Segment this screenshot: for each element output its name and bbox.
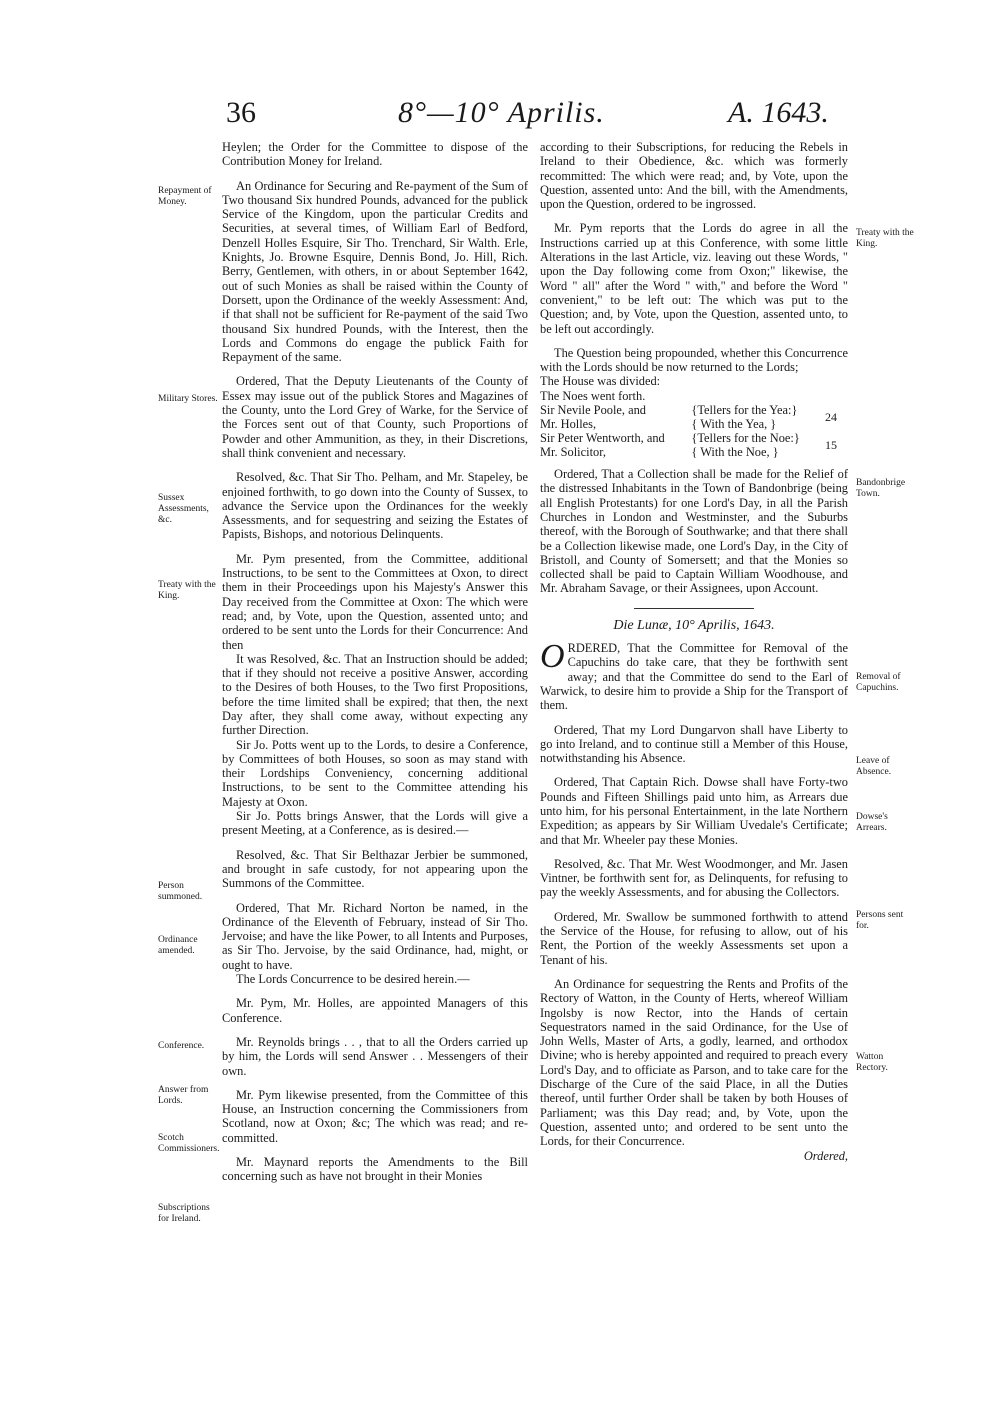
margin-note-repayment: Repayment of Money. — [158, 186, 212, 207]
margin-note-conference: Conference. — [158, 1041, 205, 1051]
paragraph: Ordered, That Captain Rich. Dowse shall have Forty-two Pounds and Fifteen Shillings paid unto him, as Arrears due unto him, for his personal Entertainment, in the late Northern Expedition; as appears by Sir William Uvedale's Certificate; and that Mr. Wheeler pay these Monies. — [540, 775, 848, 847]
paragraph: The Lords Concurrence to be desired herein.— — [236, 972, 470, 987]
paragraph: Resolved, &c. That Sir Belthazar Jerbier be summoned, and brought in safe custody, for not appearing upon the Summons of the Committee. — [222, 847, 528, 891]
margin-note-treaty-right: Treaty with the King. — [856, 228, 914, 249]
paragraph: An Ordinance for Securing and Re-payment of the Sum of Two thousand Six hundred Pounds, advanced for the publick Service of the Kingdom, upon the particular Credits and Securities, at several times, of William Earl of Bedford, Denzell Holles Esquire, Sir Tho. Trenchard, Sir Walth. Erle, Knights, Jo. Browne Esquire, Dennis Bond, Jo. Hill, Rich. Berry, Gentlemen, with others, in or about September 1642, out of such Monies as shall be raised within the County of Dorsett, upon the Ordinance of the weekly Assessment: And, if that shall not be sufficient for Re-payment of the said Two thousand Six hundred Pounds, with the Interest, then the Lords and Commons do engage the publick Faith for Repayment of the same. — [222, 178, 528, 365]
margin-note-scotch: Scotch Commissioners. — [158, 1133, 220, 1154]
margin-note-bandonbrige: Bandonbrige Town. — [856, 478, 906, 499]
paragraph: Mr. Pym likewise presented, from the Committee of this House, an Instruction concerning the Commissioners from Scotland, now at Oxon; &c; The which was read; and re-committed. — [222, 1087, 528, 1145]
noes-line: The Noes went forth. — [540, 388, 646, 403]
paragraph: according to their Subscriptions, for reducing the Rebels in Ireland to their Obedience, &c. which was formerly recommitted: The which were read; and, by Vote, upon the Question, assented unto: And the bill, with the Amendments, upon the Question, ordered to be ingrossed. — [540, 140, 848, 212]
teller-role: {Tellers for the Noe:} — [691, 431, 800, 446]
teller-row — [540, 431, 840, 445]
paragraph: An Ordinance for sequestring the Rents and Profits of the Rectory of Watton, in the County of Herts, whereof William Ingolsby is now Rector, into the Hands of certain Sequestrators named in the said Ordinance, for the Use of John Wells, Master of Arts, a godly, learned, and orthodox Divine; who is hereby appointed and required to preach every Lord's Day, and to officiate as Parson, and to take care for the Discharge of the Cure of the said Place, in all the Duties thereof, until further Order shall be taken by both Houses of Parliament; was this Day read; and, by Vote, upon the Question, assented unto; and ordered to be sent unto the Lords, for their Concurrence. — [540, 976, 848, 1149]
page-number: 36 — [226, 96, 256, 129]
margin-note-person-summoned: Person summoned. — [158, 881, 203, 902]
margin-note-persons-sent: Persons sent for. — [856, 910, 904, 931]
catchword: Ordered, — [803, 1148, 848, 1163]
paragraph: Ordered, That my Lord Dungarvon shall have Liberty to go into Ireland, and to continue still a Member of this House, notwithstanding his Absence. — [540, 722, 848, 766]
margin-note-leave: Leave of Absence. — [856, 756, 892, 777]
teller-name: Mr. Solicitor, — [540, 445, 606, 460]
paragraph-text: RDERED, That the Committee for Removal of the Capuchins do take care, that they be forthwith sent away; and that the Committee do send to the Earl of Warwick, to desire him to provide a Ship for the Transport of them. — [540, 641, 848, 713]
teller-row — [540, 445, 840, 459]
teller-role: { With the Noe, } — [691, 445, 779, 460]
teller-name: Mr. Holles, — [540, 417, 597, 432]
running-year: A. 1643. — [728, 96, 829, 129]
paragraph: Sir Jo. Potts brings Answer, that the Lords will give a present Meeting, at a Conference, as is desired.— — [222, 809, 528, 838]
division-line: The House was divided: — [540, 374, 661, 389]
teller-role: { With the Yea, } — [691, 417, 777, 432]
running-date: 8°—10° Aprilis. — [398, 96, 605, 129]
teller-name: Sir Peter Wentworth, and — [540, 431, 665, 446]
paragraph: Ordered, Mr. Swallow be summoned forthwith to attend the Service of the House, for refusing to allow, out of his Rent, the Portion of the weekly Assessments set upon a Tenant of his. — [540, 909, 848, 967]
paragraph: Ordered, That the Deputy Lieutenants of the County of Essex may issue out of the publick Stores and Magazines of the County, unto the Lord Grey of Warke, for the Service of the Forces sent out of that County, such Proportions of Powder and other Ammunition, as they, in their Discretions, shall think convenient and necessary. — [222, 374, 528, 460]
paragraph: Mr. Pym presented, from the Committee, additional Instructions, to be sent to the Committees at Oxon, to direct them in their Proceedings upon his Majesty's Answer this Day received from the Committee at Oxon: The which were read; and, by Vote, upon the Question, assented unto; and ordered to be sent unto the Lords for their Concurrence: And then — [222, 551, 528, 652]
teller-row — [540, 417, 840, 431]
tellers-table — [540, 403, 840, 459]
page-header — [0, 96, 992, 140]
right-column — [540, 140, 848, 1173]
teller-row — [540, 403, 840, 417]
yea-count: 24 — [824, 410, 837, 425]
paragraph: Mr. Pym, Mr. Holles, are appointed Managers of this Conference. — [222, 996, 528, 1025]
paragraph: Mr. Maynard reports the Amendments to the Bill concerning such as have not brought in their Monies — [222, 1155, 528, 1184]
teller-name: Sir Nevile Poole, and — [540, 403, 646, 418]
paragraph: The Question being propounded, whether this Concurrence with the Lords should be now returned to the Lords; — [540, 345, 848, 375]
paragraph: It was Resolved, &c. That an Instruction should be added; that if they should not receive a positive Answer, according to the Desires of both Houses, to the Two first Propositions, before the time limited shall be expired; that then, the next Day after, they shall come away, without expecting any further Direction. — [222, 651, 528, 738]
teller-role: {Tellers for the Yea:} — [691, 403, 798, 418]
section-divider — [634, 608, 754, 609]
margin-note-treaty-left: Treaty with the King. — [158, 580, 216, 601]
paragraph: Resolved, &c. That Sir Tho. Pelham, and Mr. Stapeley, be enjoined forthwith, to go down into the County of Sussex, to advance the Service upon the Ordinances for the weekly Assessments, and for sequestring and seizing the Estates of Papists, Bishops, and notorious Delinquents. — [222, 470, 528, 542]
margin-note-answer-lords: Answer from Lords. — [158, 1085, 209, 1106]
paragraph: Heylen; the Order for the Committee to dispose of the Contribution Money for Ireland. — [222, 140, 528, 169]
paragraph: Resolved, &c. That Mr. West Woodmonger, and Mr. Jasen Vintner, be forthwith sent for, as Delinquents, for refusing to pay the weekly Assessments, and for abusing the Collectors. — [540, 856, 848, 900]
paragraph: Mr. Pym reports that the Lords do agree in all the Instructions carried up at this Conference, with some little Alterations in the last Article, viz. leaving out these Words, " upon the Day following come from Oxon;" likewise, the Word " all" after the Word " with," and before the Word " convenient," to be left out: The which was put to the Question; and, by Vote, upon the Question, assented unto, to be left out accordingly. — [540, 221, 848, 336]
margin-note-ordinance-amended: Ordinance amended. — [158, 935, 198, 956]
margin-note-watton: Watton Rectory. — [856, 1052, 888, 1073]
margin-note-subscriptions: Subscriptions for Ireland. — [158, 1203, 210, 1224]
margin-note-dowse: Dowse's Arrears. — [856, 812, 888, 833]
paragraph: Sir Jo. Potts went up to the Lords, to desire a Conference, by Committees of both Houses, so soon as may stand with their Lordships Conveniency, concerning additional Instructions, to be sent to the Committee attending his Majesty at Oxon. — [222, 737, 528, 809]
margin-note-sussex: Sussex Assessments, &c. — [158, 493, 209, 525]
paragraph: Ordered, That Mr. Richard Norton be named, in the Ordinance of the Eleventh of February, instead of Sir Tho. Jervoise; and have the like Power, to all Intents and Purposes, as Sir Tho. Jervoise, by the said Ordinance, had, might, or ought to have. — [222, 900, 528, 972]
section-heading: Die Lunæ, 10° Aprilis, 1643. — [613, 617, 775, 633]
drop-cap: O — [540, 638, 565, 676]
paragraph: Mr. Reynolds brings . . , that to all the Orders carried up by him, the Lords will send Answer . . Messengers of their own. — [222, 1034, 528, 1078]
paragraph: Ordered, That a Collection shall be made for the Relief of the distressed Inhabitants in the Town of Bandonbrige (being all English Protestants) for one Lord's Day, in all the Parish Churches in London and Westminster, and the Suburbs thereof, with the Borough of Southwarke; and that there shall be a Collection likewise made, one Lord's Day, in the City of Bristoll, and County of Somersett; and that the Monies so collected shall be paid to Captain William Woodhouse, and Mr. Abraham Savage, or their Assignees, upon Account. — [540, 467, 848, 596]
noe-count: 15 — [824, 438, 837, 453]
margin-note-capuchins: Removal of Capuchins. — [856, 672, 901, 693]
paragraph-dropcap — [540, 638, 848, 713]
margin-note-military-stores: Military Stores. — [158, 394, 218, 404]
left-column — [222, 140, 528, 1194]
